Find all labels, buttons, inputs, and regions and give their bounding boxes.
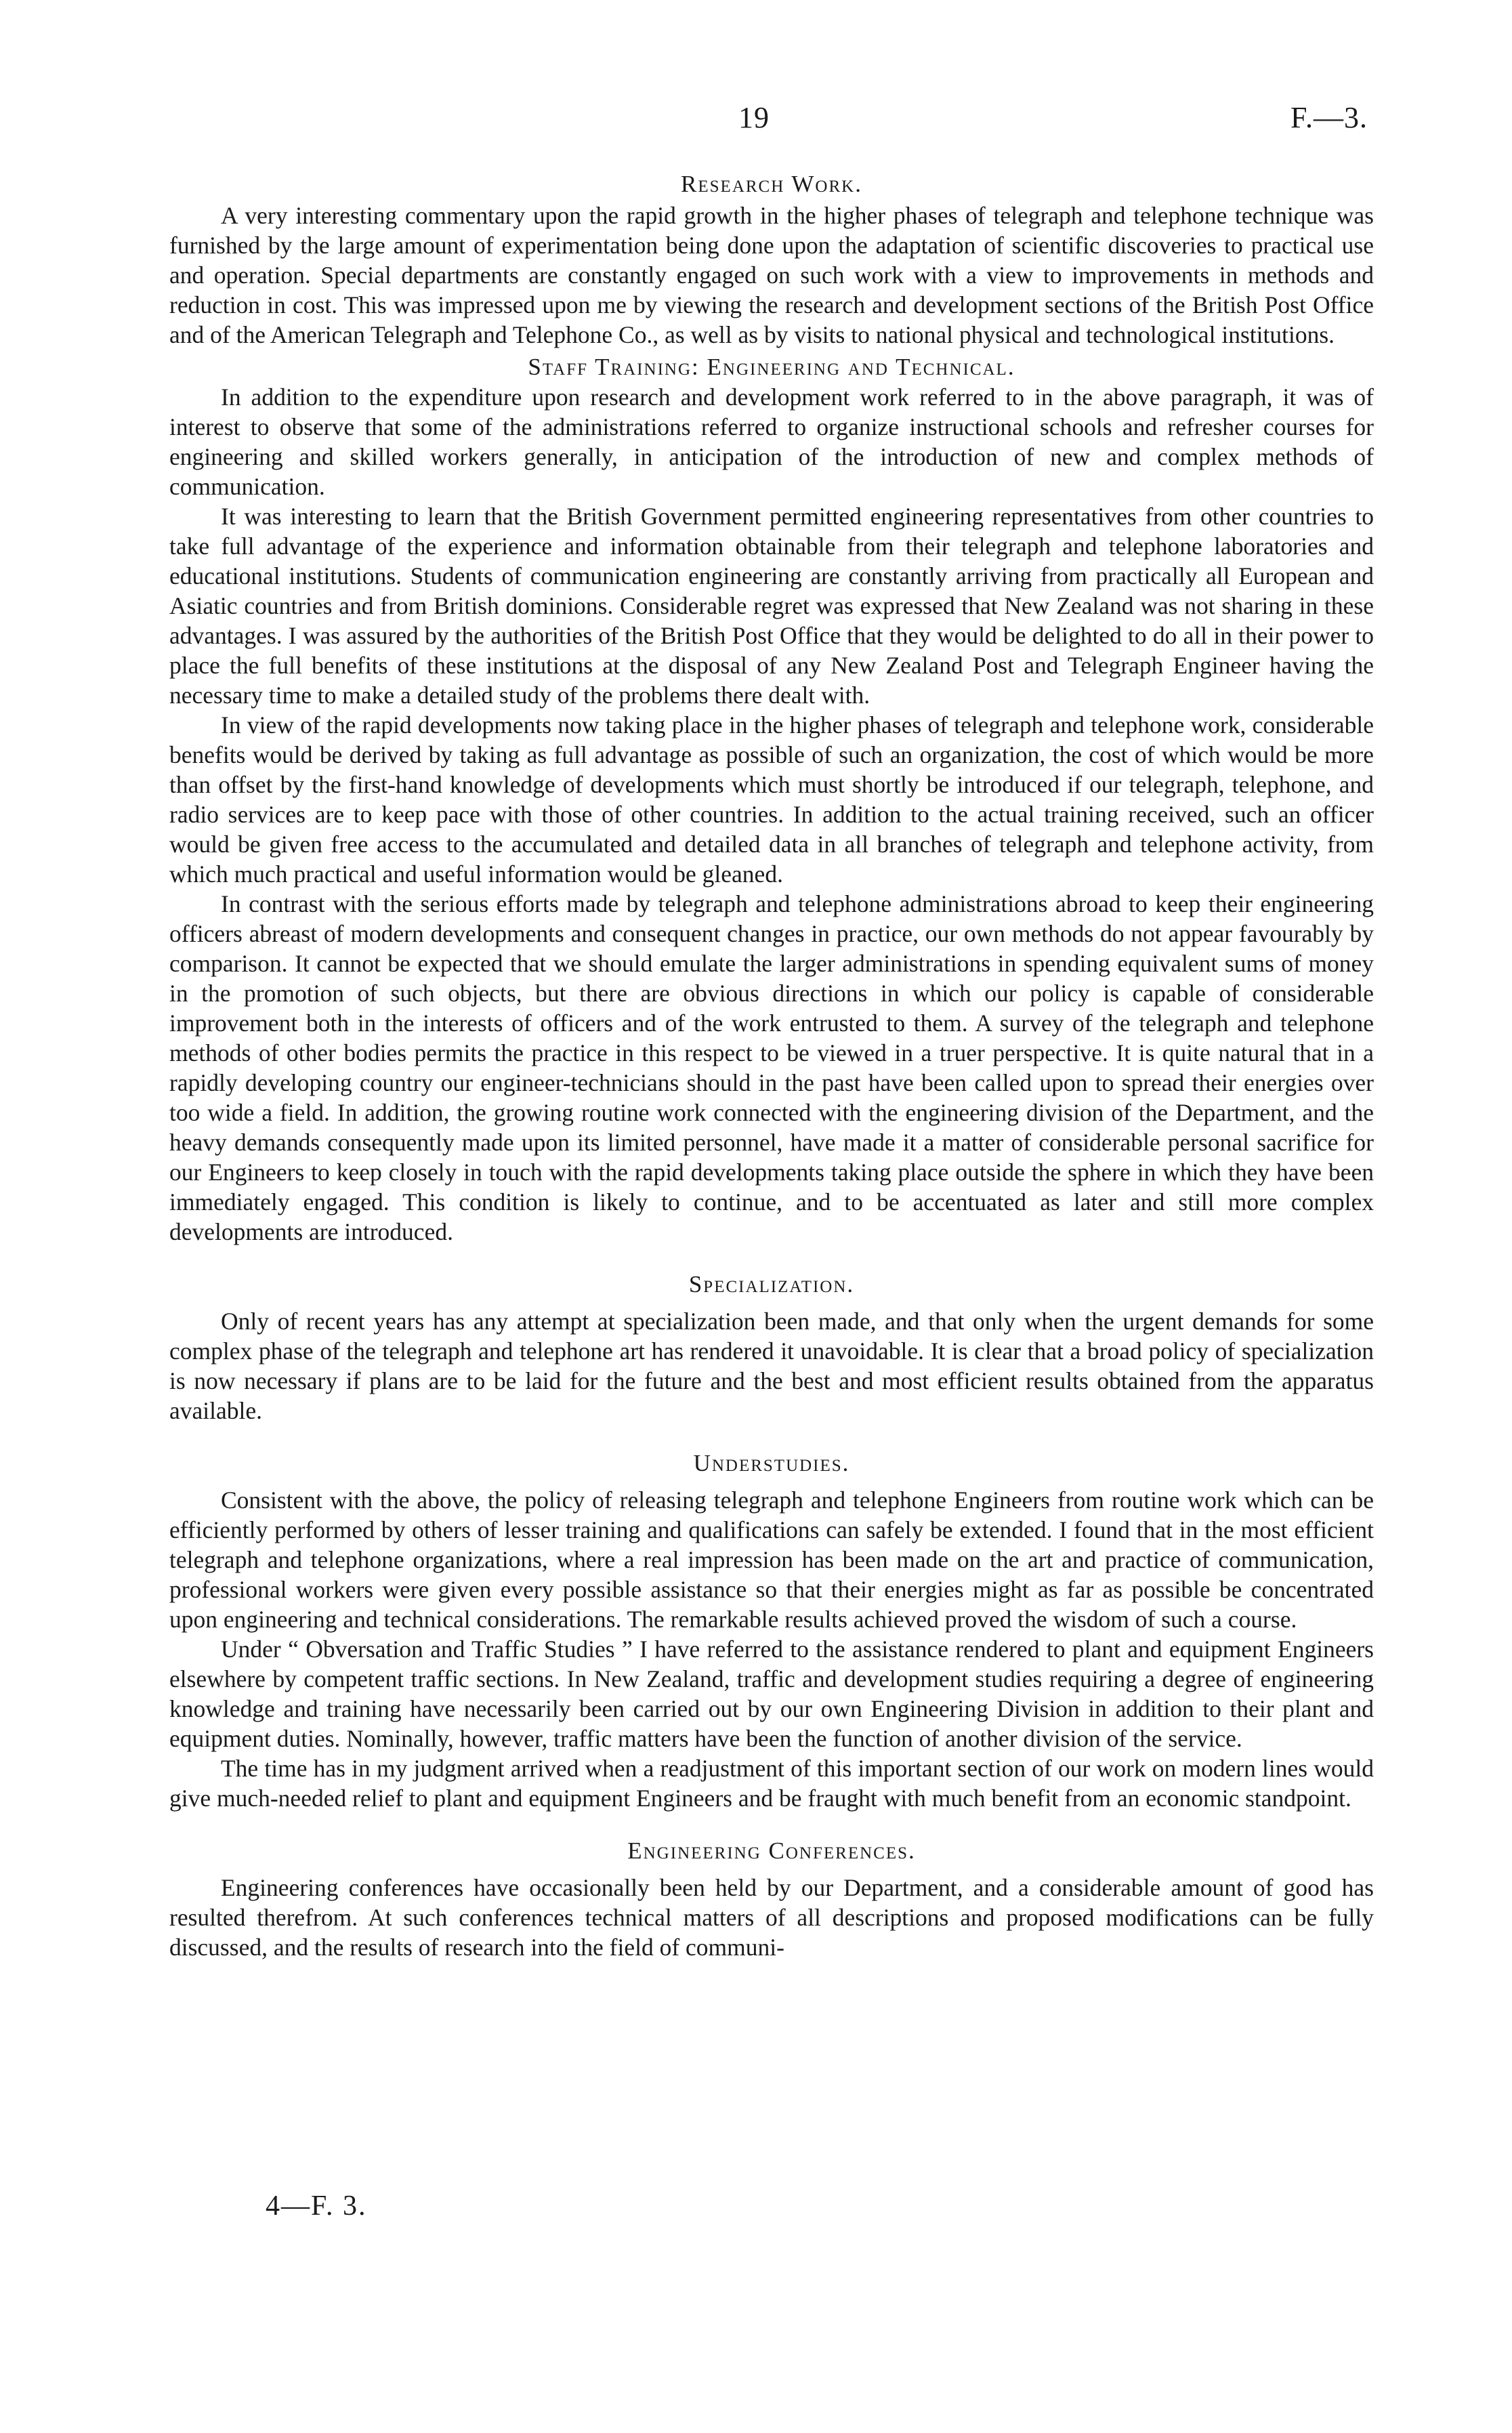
document-body: [169, 169, 1374, 1962]
paragraph: It was interesting to learn that the British Government permitted engineering representatives from other countries to take full advantage of the experience and information obtainable from their telegraph and telephone laboratories and educational institutions. Students of communication engineering are constantly arriving from practically all European and Asiatic countries and from British dominions. Considerable regret was expressed that New Zealand was not sharing in these advantages. I was assured by the authorities of the British Post Office that they would be delighted to do all in their power to place the full benefits of these institutions at the disposal of any New Zealand Post and Telegraph Engineer having the necessary time to make a detailed study of the problems there dealt with.: [169, 503, 1374, 709]
section-heading-staff-training: Staff Training: Engineering and Technical.: [528, 354, 1015, 380]
paragraph: The time has in my judgment arrived when a readjustment of this important section of our work on modern lines would give much-needed relief to plant and equipment Engineers and be fraught with much benefit from an economic standpoint.: [169, 1755, 1374, 1812]
section-heading-research-work: Research Work.: [681, 171, 862, 197]
paragraph: In view of the rapid developments now taking place in the higher phases of telegraph and telephone work, considerable benefits would be derived by taking as full advantage as possible of such an organization, the cost of which would be more than offset by the first-hand knowledge of developments which must shortly be introduced if our telegraph, telephone, and radio services are to keep pace with those of other countries. In addition to the actual training received, such an officer would be given free access to the accumulated and detailed data in all branches of telegraph and telephone activity, from which much practical and useful information would be gleaned.: [169, 711, 1374, 888]
paragraph: In contrast with the serious efforts made by telegraph and telephone administrations abroad to keep their engineering officers abreast of modern developments and consequent changes in practice, our own methods do not appear favourably by comparison. It cannot be expected that we should emulate the larger administrations in spending equivalent sums of money in the promotion of such objects, but there are obvious directions in which our policy is capable of considerable improvement both in the interests of officers and of the work entrusted to them. A survey of the telegraph and telephone methods of other bodies permits the practice in this respect to be viewed in a truer perspective. It is quite natural that in a rapidly developing country our engineer-technicians should in the past have been called upon to spread their energies over too wide a field. In addition, the growing routine work connected with the engineering division of the Department, and the heavy demands consequently made upon its limited personnel, have made it a matter of considerable personal sacrifice for our Engineers to keep closely in touch with the rapid developments taking place outside the sphere in which they have been immediately engaged. This condition is likely to continue, and to be accentuated as later and still more complex developments are introduced.: [169, 890, 1374, 1245]
paragraph: In addition to the expenditure upon research and development work referred to in the above paragraph, it was of interest to observe that some of the administrations referred to organize instructional schools and refresher courses for engineering and skilled workers generally, in anticipation of the introduction of new and complex methods of communication.: [169, 383, 1374, 500]
paragraph: Engineering conferences have occasionally been held by our Department, and a considerable amount of good has resulted therefrom. At such conferences technical matters of all descriptions and proposed modifications can be fully discussed, and the results of research into the field of communi-: [169, 1874, 1374, 1961]
paragraph: Only of recent years has any attempt at specialization been made, and that only when the urgent demands for some complex phase of the telegraph and telephone art has rendered it unavoidable. It is clear that a broad policy of specialization is now necessary if plans are to be laid for the future and the best and most efficient results obtained from the apparatus available.: [169, 1308, 1374, 1424]
section-heading-engineering-conferences: Engineering Conferences.: [627, 1837, 916, 1864]
paragraph: Consistent with the above, the policy of releasing telegraph and telephone Engineers from routine work which can be efficiently performed by others of lesser training and qualifications can safely be extended. I found that in the most efficient telegraph and telephone organizations, where a real impression has been made on the art and practice of communication, professional workers were given every possible assistance so that their energies might as far as possible be concentrated upon engineering and technical considerations. The remarkable results achieved proved the wisdom of such a course.: [169, 1486, 1374, 1633]
section-heading-specialization: Specialization.: [688, 1271, 855, 1297]
paragraph: Under “ Obversation and Traffic Studies ” I have referred to the assistance rendered to plant and equipment Engineers elsewhere by competent traffic sections. In New Zealand, traffic and development studies requiring a degree of engineering knowledge and training have necessarily been carried out by our own Engineering Division in addition to their plant and equipment duties. Nominally, however, traffic matters have been the function of another division of the service.: [169, 1636, 1374, 1752]
section-heading-understudies: Understudies.: [693, 1450, 850, 1476]
page-number: 19: [738, 101, 770, 134]
paragraph: A very interesting commentary upon the rapid growth in the higher phases of telegraph and telephone technique was furnished by the large amount of experimentation being done upon the adaptation of scientific discoveries to practical use and operation. Special departments are constantly engaged on such work with a view to improvements in methods and reduction in cost. This was impressed upon me by viewing the research and development sections of the British Post Office and of the American Telegraph and Telephone Co., as well as by visits to national physical and technological institutions.: [169, 202, 1374, 348]
document-reference: F.—3.: [1290, 101, 1368, 134]
footer-signature-reference: 4—F. 3.: [266, 2190, 367, 2222]
